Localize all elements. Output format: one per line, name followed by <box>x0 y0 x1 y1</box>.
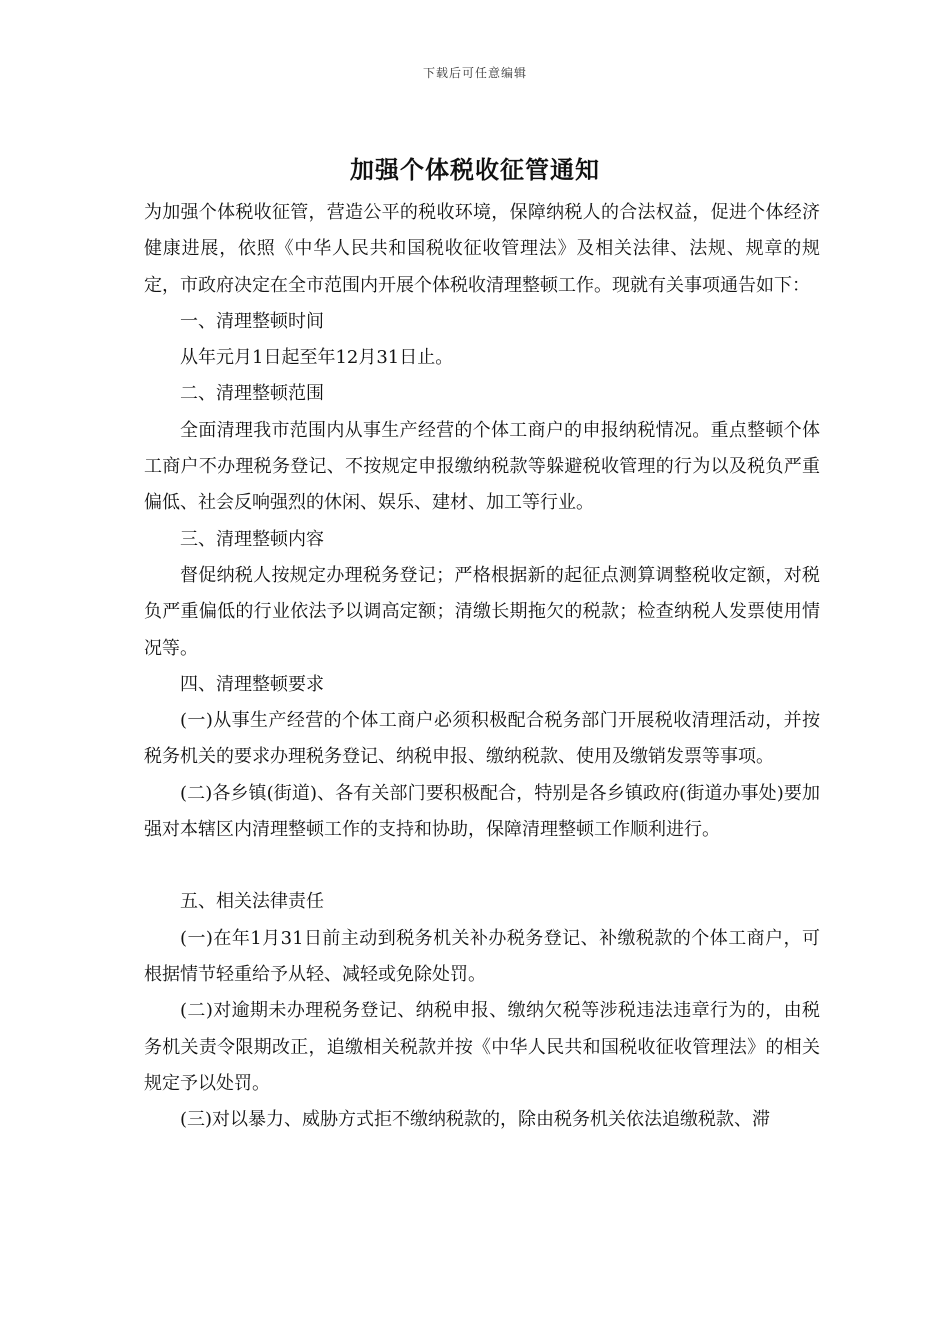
section-4-item-1: (一)从事生产经营的个体工商户必须积极配合税务部门开展税收清理活动，并按税务机关的要求办理税务登记、纳税申报、缴纳税款、使用及缴销发票等事项。 <box>144 710 820 768</box>
section-4-item-2: (二)各乡镇(街道)、各有关部门要积极配合，特别是各乡镇政府(街道办事处)要加强对本辖区内清理整顿工作的支持和协助，保障清理整顿工作顺利进行。 <box>144 782 820 841</box>
section-3-heading: 三、清理整顿内容 <box>180 528 324 550</box>
section-4-heading: 四、清理整顿要求 <box>180 673 324 695</box>
section-5-item-1: (一)在年1月31日前主动到税务机关补办税务登记、补缴税款的个体工商户，可根据情节轻重给予从轻、减轻或免除处罚。 <box>144 927 820 985</box>
page-title: 加强个体税收征管通知 <box>350 155 600 184</box>
section-1-heading: 一、清理整顿时间 <box>180 310 324 332</box>
section-5-item-3: (三)对以暴力、威胁方式拒不缴纳税款的，除由税务机关依法追缴税款、滞 <box>180 1109 771 1131</box>
intro-paragraph: 为加强个体税收征管，营造公平的税收环境，保障纳税人的合法权益，促进个体经济健康进展，依照《中华人民共和国税收征收管理法》及相关法律、法规、规章的规定，市政府决定在全市范围内开展个体税收清理整顿工作。现就有关事项通告如下： <box>144 202 820 296</box>
document-body <box>144 195 820 1138</box>
header-note: 下载后可任意编辑 <box>422 66 527 80</box>
section-2-heading: 二、清理整顿范围 <box>180 383 324 405</box>
section-2-text: 全面清理我市范围内从事生产经营的个体工商户的申报纳税情况。重点整顿个体工商户不办理税务登记、不按规定申报缴纳税款等躲避税收管理的行为以及税负严重偏低、社会反响强烈的休闲、娱乐、建材、加工等行业。 <box>144 419 820 514</box>
section-5-heading: 五、相关法律责任 <box>180 891 324 913</box>
section-5-item-2: (二)对逾期未办理税务登记、纳税申报、缴纳欠税等涉税违法违章行为的，由税务机关责令限期改正，追缴相关税款并按《中华人民共和国税收征收管理法》的相关规定予以处罚。 <box>144 1000 820 1094</box>
section-1-text: 从年元月1日起至年12月31日止。 <box>180 347 454 369</box>
paragraph-gap <box>144 848 820 884</box>
section-3-text: 督促纳税人按规定办理税务登记；严格根据新的起征点测算调整税收定额，对税负严重偏低的行业依法予以调高定额；清缴长期拖欠的税款；检查纳税人发票使用情况等。 <box>144 564 820 659</box>
